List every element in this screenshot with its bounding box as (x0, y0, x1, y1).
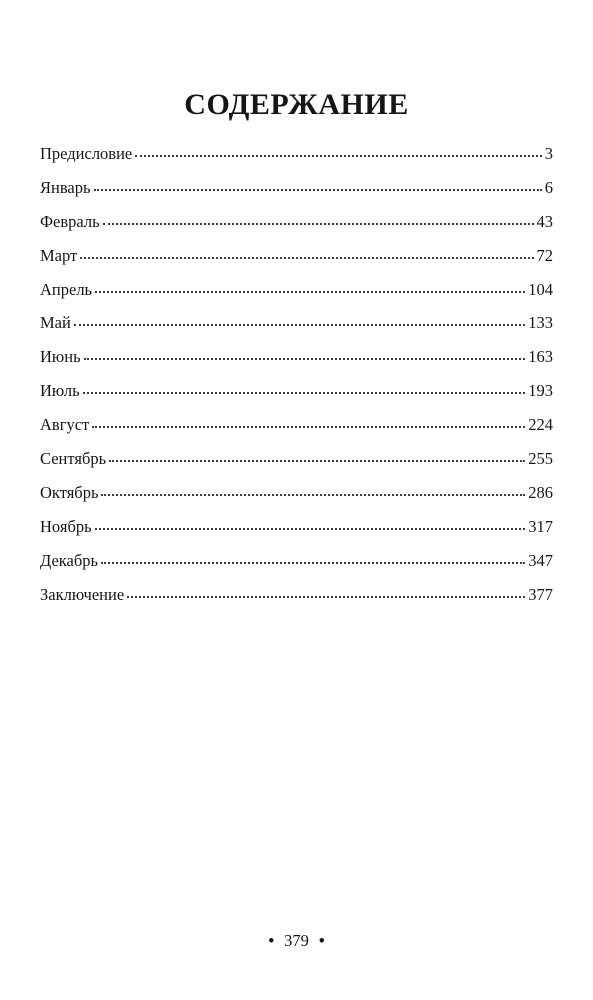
toc-entry[interactable] (40, 279, 553, 313)
dot-leader (127, 595, 525, 598)
toc-entry-page: 255 (528, 449, 553, 469)
dot-leader (95, 290, 525, 293)
toc-entry[interactable] (40, 414, 553, 448)
toc-entry[interactable] (40, 482, 553, 516)
toc-entry-page: 133 (528, 313, 553, 333)
dot-leader (101, 493, 525, 496)
toc-entry-label: Февраль (40, 211, 100, 231)
toc-entry[interactable] (40, 143, 553, 177)
toc-entry-label: Март (40, 245, 78, 265)
dot-leader (94, 188, 542, 191)
toc-entry-label: Август (40, 415, 90, 435)
toc-entry[interactable] (40, 177, 553, 211)
toc-entry-label: Декабрь (40, 550, 99, 570)
dot-leader (74, 323, 525, 326)
toc-entry-page: 163 (528, 347, 553, 367)
toc-entry-page: 377 (528, 584, 553, 604)
dot-leader (135, 154, 542, 157)
page-number-footer (0, 931, 593, 951)
folio-bullet-right: • (318, 931, 325, 950)
page-title: СОДЕРЖАНИЕ (184, 88, 409, 121)
dot-leader (103, 222, 534, 225)
toc-entry[interactable] (40, 448, 553, 482)
dot-leader (101, 561, 525, 564)
dot-leader (84, 357, 526, 360)
toc-entry-page: 224 (528, 415, 553, 435)
toc-entry-label: Сентябрь (40, 449, 107, 469)
toc-entry-page: 286 (528, 482, 553, 502)
dot-leader (109, 459, 525, 462)
toc-entry-page: 43 (536, 211, 553, 231)
toc-entry-label: Июнь (40, 347, 81, 367)
toc-entry-label: Октябрь (40, 482, 99, 502)
toc-entry[interactable] (40, 346, 553, 380)
toc-entry-page: 347 (528, 550, 553, 570)
toc-entry-page: 3 (544, 144, 553, 163)
toc-entry[interactable] (40, 516, 553, 550)
toc-entry[interactable] (40, 584, 553, 618)
table-of-contents (40, 143, 553, 617)
dot-leader (92, 425, 525, 428)
dot-leader (80, 256, 533, 259)
toc-entry-label: Заключение (40, 584, 125, 604)
dot-leader (95, 527, 526, 530)
toc-entry[interactable] (40, 211, 553, 245)
toc-entry-page: 104 (528, 279, 553, 299)
page-number: 379 (284, 931, 309, 950)
toc-entry-page: 6 (544, 177, 553, 197)
dot-leader (83, 391, 526, 394)
toc-entry-page: 72 (536, 245, 553, 265)
toc-entry-label: Май (40, 313, 71, 333)
toc-entry-page: 193 (528, 381, 553, 401)
toc-entry-label: Ноябрь (40, 516, 92, 536)
toc-entry[interactable] (40, 380, 553, 414)
toc-entry-label: Январь (40, 177, 91, 197)
toc-entry-label: Предисловие (40, 144, 133, 163)
toc-entry[interactable] (40, 245, 553, 279)
toc-entry[interactable] (40, 312, 553, 346)
toc-entry-label: Июль (40, 381, 80, 401)
toc-entry[interactable] (40, 550, 553, 584)
toc-entry-label: Апрель (40, 279, 93, 299)
folio-bullet-left: • (268, 931, 275, 950)
toc-entry-page: 317 (528, 516, 553, 536)
